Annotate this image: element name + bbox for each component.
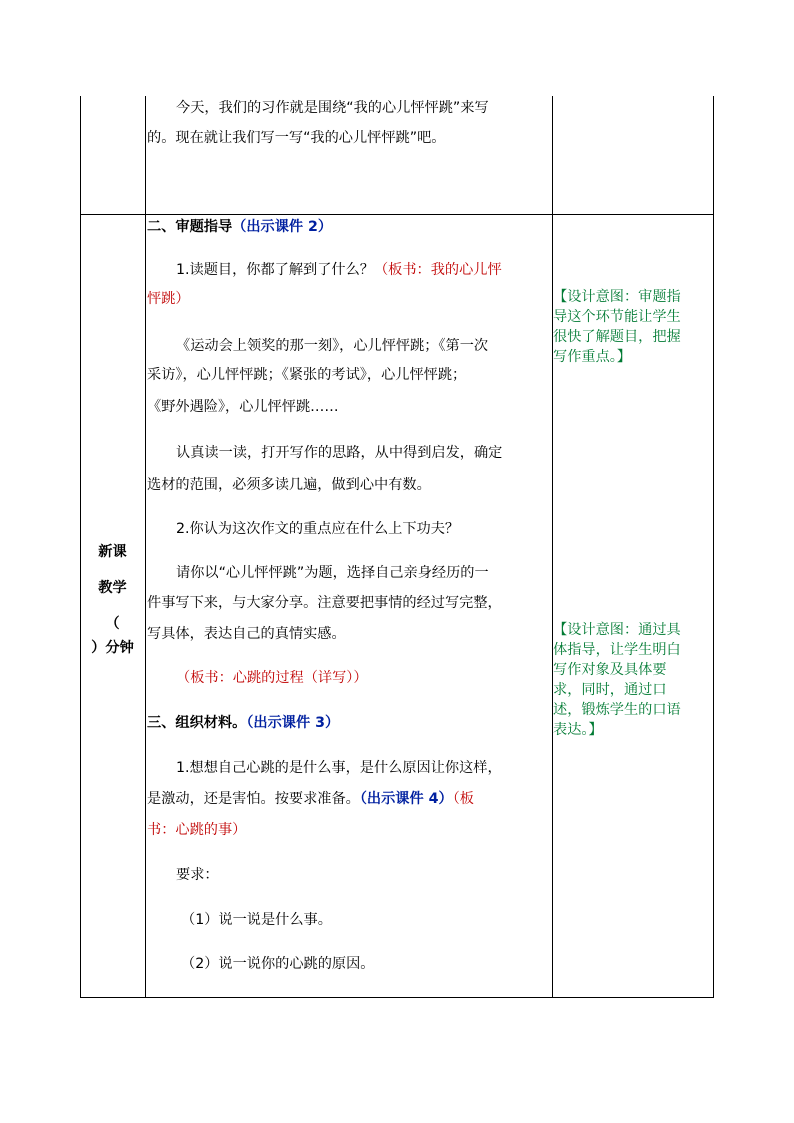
design-note-1-line-4: 写作重点。】	[553, 349, 632, 365]
material-line-2	[147, 789, 474, 809]
question-1-line-2: 怦跳）	[147, 291, 190, 307]
requirement-line-1: 请你以“心儿怦怦跳”为题，选择自己亲身经历的一	[176, 565, 489, 581]
section-label-line-3: （	[105, 616, 120, 632]
design-note-1-line-2: 导这个环节能让学生	[553, 309, 681, 325]
section-label-line-2: 教学	[98, 580, 127, 596]
requirement-item-1: （1）说一说是什么事。	[181, 912, 332, 928]
intro-line-2: 的。现在就让我们写一写“我的心儿怦怦跳”吧。	[147, 130, 446, 146]
material-line-1: 1.想想自己心跳的是什么事，是什么原因让你这样，	[176, 760, 502, 776]
column-divider-2	[552, 96, 553, 998]
table-border-bottom	[80, 997, 714, 998]
requirements-heading: 要求：	[176, 867, 219, 883]
design-note-1-line-3: 很快了解题目，把握	[553, 329, 681, 345]
question-1-line-1	[176, 260, 502, 280]
column-divider-1	[145, 96, 146, 998]
design-note-2-line-3: 写作对象及具体要	[553, 662, 667, 678]
board-note-2: （板书：心跳的过程（详写））	[176, 670, 368, 686]
table-border-right	[713, 96, 714, 998]
section-2-title: 二、审题指导	[147, 219, 233, 235]
reading-line-2: 选材的范围，必须多读几遍，做到心中有数。	[147, 477, 431, 493]
courseware-ref-4: （出示课件 4）	[359, 791, 453, 807]
lesson-plan-table	[80, 96, 714, 998]
section-label-line-1: 新课	[98, 544, 127, 560]
row-divider	[80, 214, 714, 215]
design-note-1-line-1: 【设计意图：审题指	[553, 289, 681, 305]
example-line-1: 《运动会上领奖的那一刻》，心儿怦怦跳；《第一次	[176, 338, 489, 354]
courseware-ref-3: （出示课件 3）	[246, 715, 340, 731]
design-note-2-line-6: 表达。】	[553, 722, 603, 738]
example-line-2: 采访》，心儿怦怦跳；《紧张的考试》，心儿怦怦跳；	[147, 367, 467, 383]
design-note-2-line-4: 求，同时，通过口	[553, 682, 667, 698]
question-2: 2.你认为这次作文的重点应在什么上下功夫？	[176, 521, 460, 537]
courseware-ref-2: （出示课件 2）	[232, 219, 333, 235]
example-line-3: 《野外遇险》，心儿怦怦跳……	[147, 399, 339, 415]
reading-line-1: 认真读一读，打开写作的思路，从中得到启发，确定	[176, 445, 503, 461]
requirement-item-2: （2）说一说你的心跳的原因。	[181, 956, 375, 972]
material-line-2-text: 是激动，还是害怕。按要求准备。	[147, 791, 360, 807]
intro-line-1: 今天，我们的习作就是围绕“我的心儿怦怦跳”来写	[176, 100, 489, 116]
design-note-2-line-1: 【设计意图：通过具	[553, 622, 681, 638]
requirement-line-2: 件事写下来，与大家分享。注意要把事情的经过写完整，	[147, 595, 502, 611]
board-note-3-start: （板	[452, 791, 474, 807]
material-line-3: 书：心跳的事）	[147, 822, 247, 838]
section-3-title: 三、组织材料。	[147, 715, 247, 731]
board-note-1: （板书：我的心儿怦	[373, 262, 502, 278]
design-note-2-line-5: 述，锻炼学生的口语	[553, 702, 681, 718]
section-label-line-4: ）分钟	[91, 640, 134, 656]
section-3-heading	[147, 713, 339, 733]
question-1-text: 1.读题目，你都了解到了什么？	[176, 262, 374, 278]
design-note-2-line-2: 体指导，让学生明白	[553, 642, 681, 658]
requirement-line-3: 写具体，表达自己的真情实感。	[147, 626, 346, 642]
section-2-heading	[147, 217, 332, 237]
